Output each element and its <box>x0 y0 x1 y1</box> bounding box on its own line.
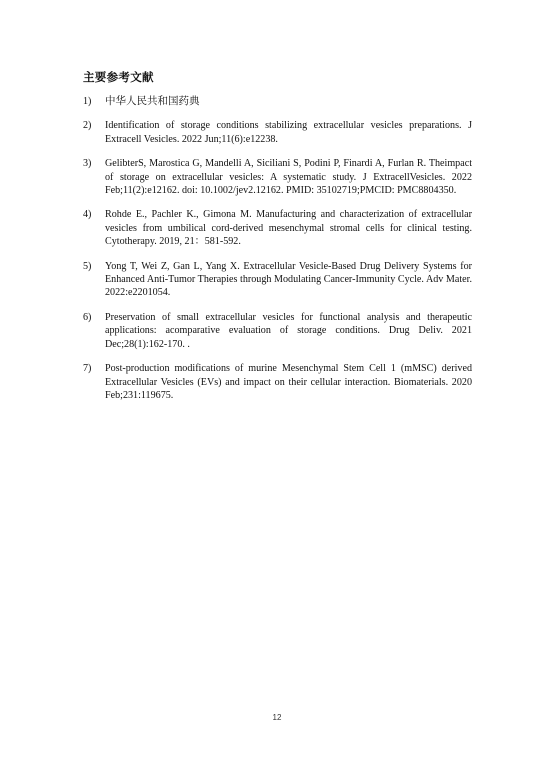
reference-item-4 <box>83 208 472 248</box>
reference-number: 4) <box>83 209 92 221</box>
reference-item-3 <box>83 157 472 197</box>
reference-item-1 <box>83 95 472 108</box>
reference-number: 7) <box>83 363 92 375</box>
page-number: 12 <box>272 713 282 722</box>
reference-number: 3) <box>83 158 92 170</box>
reference-item-7 <box>83 362 472 402</box>
reference-text: Identification of storage conditions stabilizing extracellular vesicles preparations. J Extracell Vesicles. 2022 Jun;11(6):e12238. <box>105 120 472 145</box>
reference-text: Preservation of small extracellular vesicles for functional analysis and therapeutic applications: acomparative evaluation of storage conditions. Drug Deliv. 2021 Dec;28(1):162-170. . <box>105 311 472 350</box>
reference-text: Yong T, Wei Z, Gan L, Yang X. Extracellular Vesicle-Based Drug Delivery Systems for Enhanced Anti-Tumor Therapies through Modulating Cancer-Immunity Cycle. Adv Mater. 2022:e2201054. <box>105 260 472 299</box>
reference-text: Rohde E., Pachler K., Gimona M. Manufacturing and characterization of extracellular vesicles from umbilical cord-derived mesenchymal stromal cells for clinical testing. Cytotherapy. 2019, 21：581-592. <box>105 209 472 248</box>
reference-number: 1) <box>83 96 92 107</box>
reference-item-6 <box>83 311 472 351</box>
reference-list <box>83 95 472 413</box>
reference-number: 6) <box>83 311 92 323</box>
reference-text: 中华人民共和国药典 <box>105 95 200 107</box>
reference-item-2 <box>83 119 472 146</box>
reference-number: 5) <box>83 260 92 272</box>
reference-number: 2) <box>83 120 92 132</box>
reference-text: Post-production modifications of murine Mesenchymal Stem Cell 1 (mMSC) derived Extracellular Vesicles (EVs) and impact on their cellular interaction. Biomaterials. 2020 Feb;231:119675. <box>105 363 472 401</box>
reference-item-5 <box>83 260 472 300</box>
section-heading: 主要参考文献 <box>83 70 154 84</box>
reference-text: GelibterS, Marostica G, Mandelli A, Siciliani S, Podini P, Finardi A, Furlan R. Theimpact of storage on extracellular vesicles: A systematic study. J ExtracellVesicles. 2022 Feb;11(2):e12162. doi: 10.1002/jev2.12162. PMID: 35102719;PMCID: PMC8804350. <box>105 158 472 197</box>
